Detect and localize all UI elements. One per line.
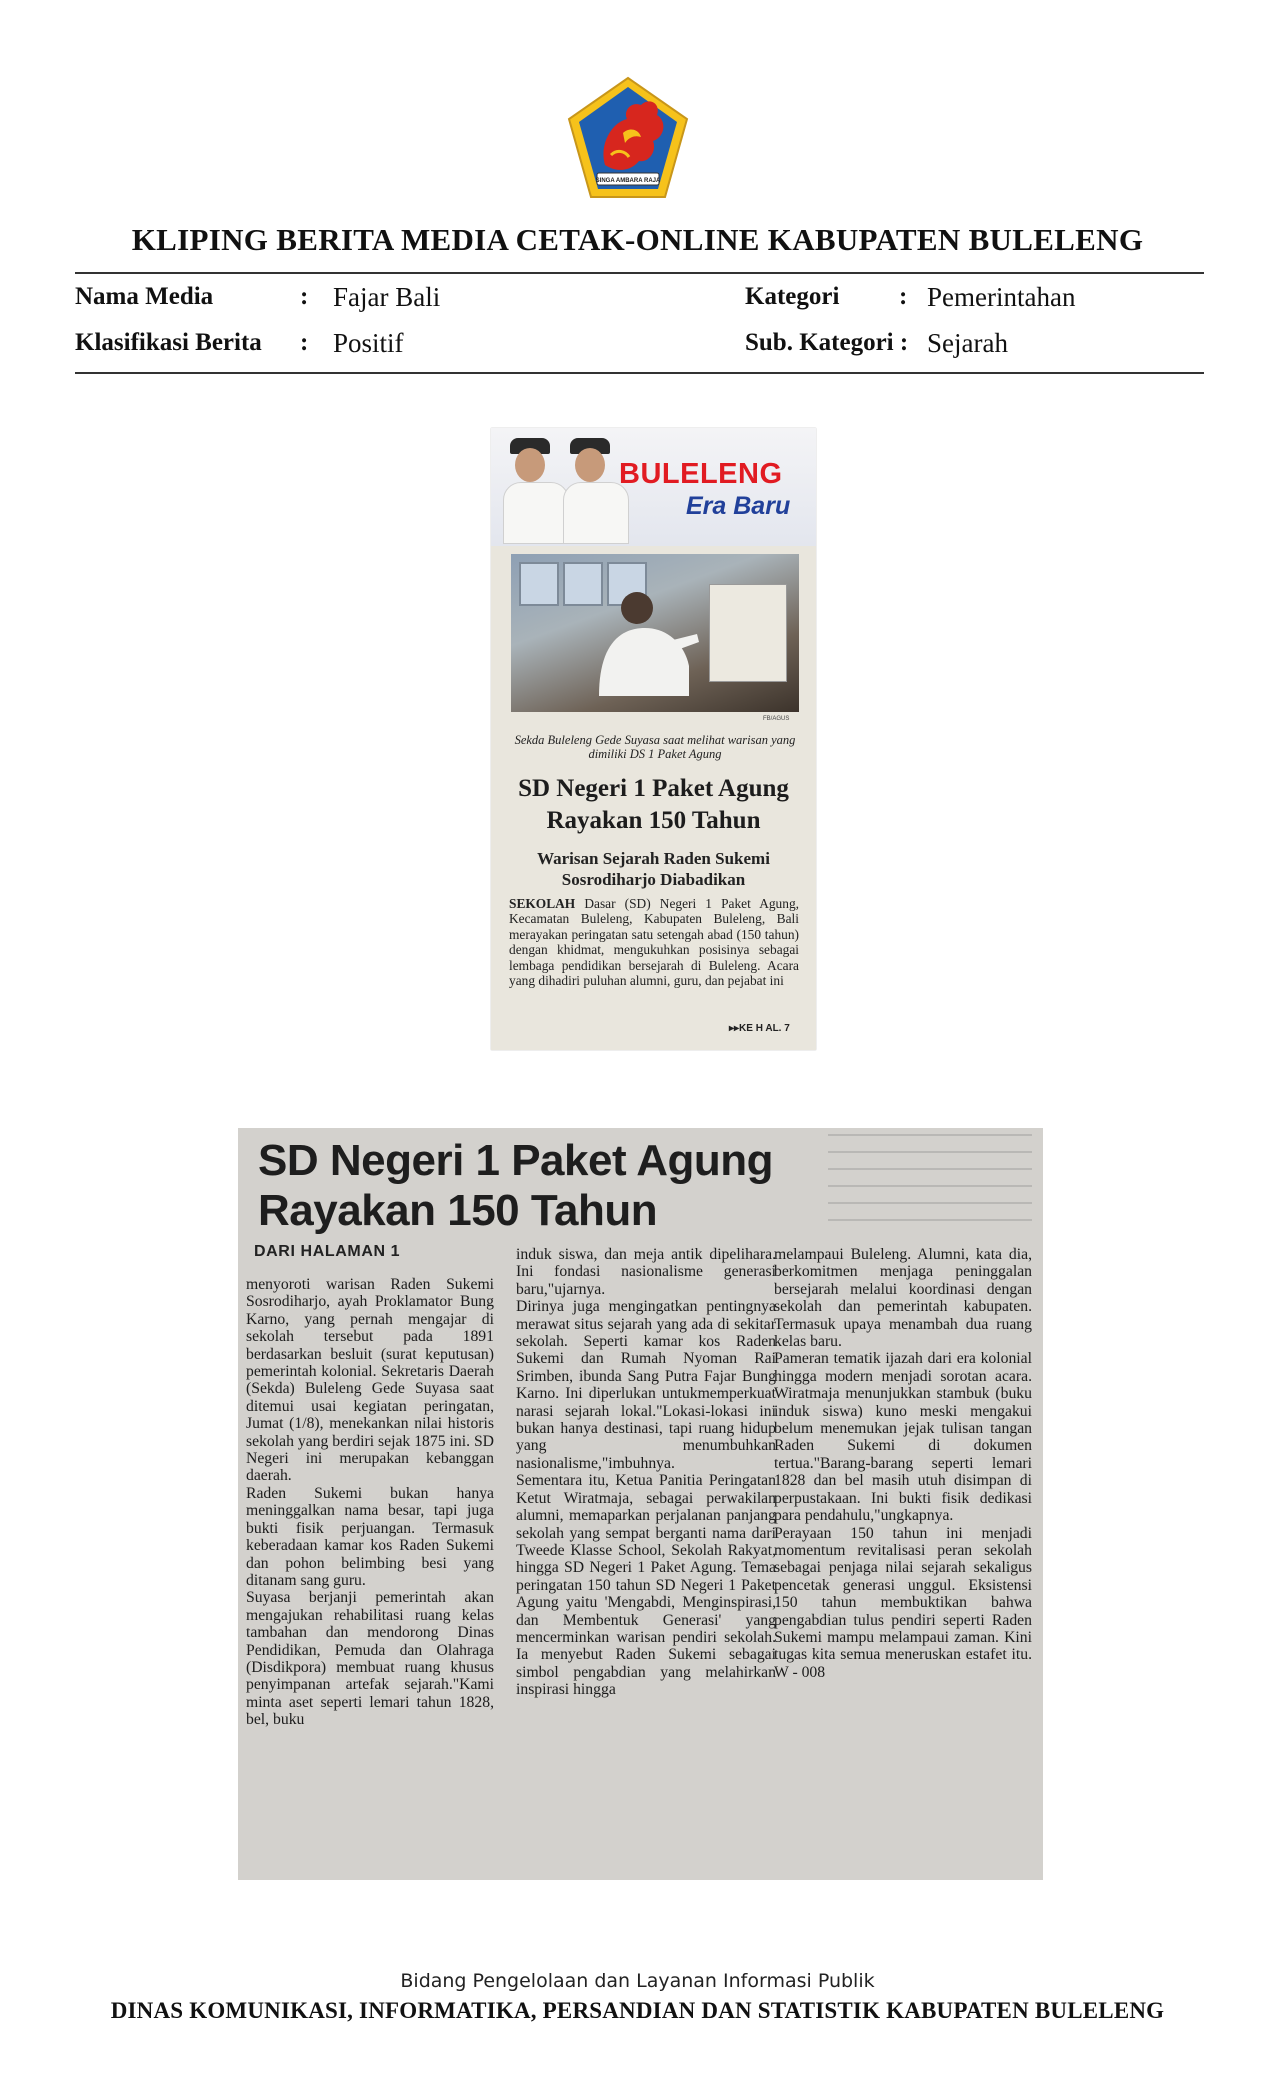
header-rule-top xyxy=(75,272,1204,274)
lead-kicker: SEKOLAH xyxy=(509,896,576,911)
man-viewing-archive xyxy=(589,586,699,696)
teaser-headline: SD Negeri 1 Paket Agung Rayakan 150 Tahun xyxy=(518,775,789,834)
kategori-value: Pemerintahan xyxy=(927,282,1076,312)
nama-media-value: Fajar Bali xyxy=(333,282,441,312)
buleleng-era-baru-banner xyxy=(491,428,816,546)
sub-kategori-value: Sejarah xyxy=(927,328,1008,358)
kategori-label: Kategori xyxy=(745,283,840,310)
colon: : xyxy=(899,283,908,310)
front-page-clipping xyxy=(491,428,816,1050)
framed-document xyxy=(709,584,787,682)
banner-title: BULELENG xyxy=(619,458,783,490)
photo-credit: FB/AGUS xyxy=(763,716,790,722)
klasifikasi-label: Klasifikasi Berita xyxy=(75,329,262,356)
document-title: KLIPING BERITA MEDIA CETAK-ONLINE KABUPATEN BULELENG xyxy=(131,222,1144,257)
footer-division: Bidang Pengelolaan dan Layanan Informasi Publik xyxy=(400,1970,875,1992)
article-column-2: induk siswa, dan meja antik dipelihara. Ini fondasi nasionalisme generasi baru,"ujarnya. Dirinya juga mengingatkan pentingnya merawat situs sejarah yang ada di sekitar sekolah. Seperti kamar kos Raden Sukemi dan Rumah Nyoman Rai Srimben, ibunda Sang Putra Fajar Bung Karno. Ini diperlukan untukmemperkuat narasi sejarah lokal."Lokasi-lokasi ini bukan hanya destinasi, tapi ruang hidup yang menumbuhkan nasionalisme,"imbuhnya. Sementara itu, Ketua Panitia Peringatan Ketut Wiratmaja, sebagai perwakilan alumni, memaparkan perjalanan panjang sekolah yang sempat berganti nama dari Tweede Klasse School, Sekolah Rakyat, hingga SD Negeri 1 Paket Agung. Tema peringatan 150 tahun SD Negeri 1 Paket Agung yaitu 'Mengabdi, Menginspirasi, dan Membentuk Generasi' yang mencerminkan warisan pendiri sekolah. Ia menyebut Raden Sukemi sebagai simbol pengabdian yang melahirkan inspirasi hingga xyxy=(516,1246,776,1699)
lead-body: Dasar (SD) Negeri 1 Paket Agung, Kecamatan Buleleng, Kabupaten Buleleng, Bali merayakan peringatan satu setengah abad (150 tahun) dengan khidmat, mengukuhkan posisinya sebagai lembaga pendidikan bersejarah di Buleleng. Acara yang dihadiri puluhan alumni, guru, dan pejabat ini xyxy=(509,896,799,989)
buleleng-crest-logo xyxy=(565,75,691,201)
article-column-1: menyoroti warisan Raden Sukemi Sosrodiharjo, ayah Proklamator Bung Karno, yang pernah mengajar di sekolah tersebut pada 1891 berdasarkan besluit (surat keputusan) pemerintah kolonial. Sekretaris Daerah (Sekda) Buleleng Gede Suyasa saat ditemui usai kegiatan peringatan, Jumat (1/8), menekankan nilai historis sekolah yang berdiri sejak 1875 ini. SD Negeri ini merupakan kebanggan daerah. Raden Sukemi bukan hanya meninggalkan nama besar, tapi juga bukti fisik perjuangan. Termasuk keberadaan kamar kos Raden Sukemi dan pohon belimbing besi yang ditanam sang guru. Suyasa berjanji pemerintah akan mengajukan rehabilitasi ruang kelas tambahan dan mendorong Dinas Pendidikan, Pemuda dan Olahraga (Disdikpora) membuat ruang khusus penyimpanan artefak sejarah."Kami minta aset seperti lemari tahun 1828, bel, buku xyxy=(246,1276,494,1729)
footer-agency: DINAS KOMUNIKASI, INFORMATIKA, PERSANDIAN DAN STATISTIK KABUPATEN BULELENG xyxy=(110,1998,1165,2023)
colon: : xyxy=(300,283,309,310)
continued-marker: ▸▸KE H AL. 7 xyxy=(729,1023,790,1034)
news-photo xyxy=(511,554,799,712)
sub-kategori-label: Sub. Kategori : xyxy=(745,329,909,356)
header-rule-bottom xyxy=(75,372,1204,374)
continued-from-page: DARI HALAMAN 1 xyxy=(254,1243,401,1260)
colon: : xyxy=(300,329,309,356)
banner-subtitle: Era Baru xyxy=(686,492,791,520)
article-column-3: melampaui Buleleng. Alumni, kata dia, berkomitmen menjaga peninggalan bersejarah melalui koordinasi dengan sekolah dan pemerintah kabupaten. Termasuk upaya menambah dua ruang kelas baru. Pameran tematik ijazah dari era kolonial hingga modern menjadi sorotan acara. Wiratmaja menunjukkan stambuk (buku induk siswa) kuno meski mengakui belum menemukan jejak tulisan tangan Raden Sukemi di dokumen tertua."Barang-barang seperti lemari 1828 dan bel masih utuh disimpan di perpustakaan. Ini bukti fisik dedikasi para pendahulu,"ungkapnya. Perayaan 150 tahun ini menjadi momentum revitalisasi peran sekolah sebagai penjaga nilai sejarah sekaligus pencetak generasi unggul. Eksistensi 150 tahun membuktikan bahwa pengabdian tulus pendiri seperti Raden Sukemi mampu melampaui zaman. Kini tugas kita semua meneruskan estafet itu. W - 008 xyxy=(774,1246,1032,1681)
photo-caption: Sekda Buleleng Gede Suyasa saat melihat warisan yang dimiliki DS 1 Paket Agung xyxy=(514,733,796,761)
nama-media-label: Nama Media xyxy=(75,283,214,310)
continued-text: KE H AL. 7 xyxy=(739,1023,790,1034)
logo-motto: SINGA AMBARA RAJA xyxy=(595,178,661,184)
bleed-through-text xyxy=(828,1134,1032,1234)
article-clipping xyxy=(238,1128,1043,1880)
teaser-lead xyxy=(509,896,799,988)
teaser-subheadline: Warisan Sejarah Raden Sukemi Sosrodiharjo Diabadikan xyxy=(537,849,770,889)
klasifikasi-value: Positif xyxy=(333,328,404,358)
article-headline: SD Negeri 1 Paket Agung Rayakan 150 Tahun xyxy=(258,1136,773,1235)
